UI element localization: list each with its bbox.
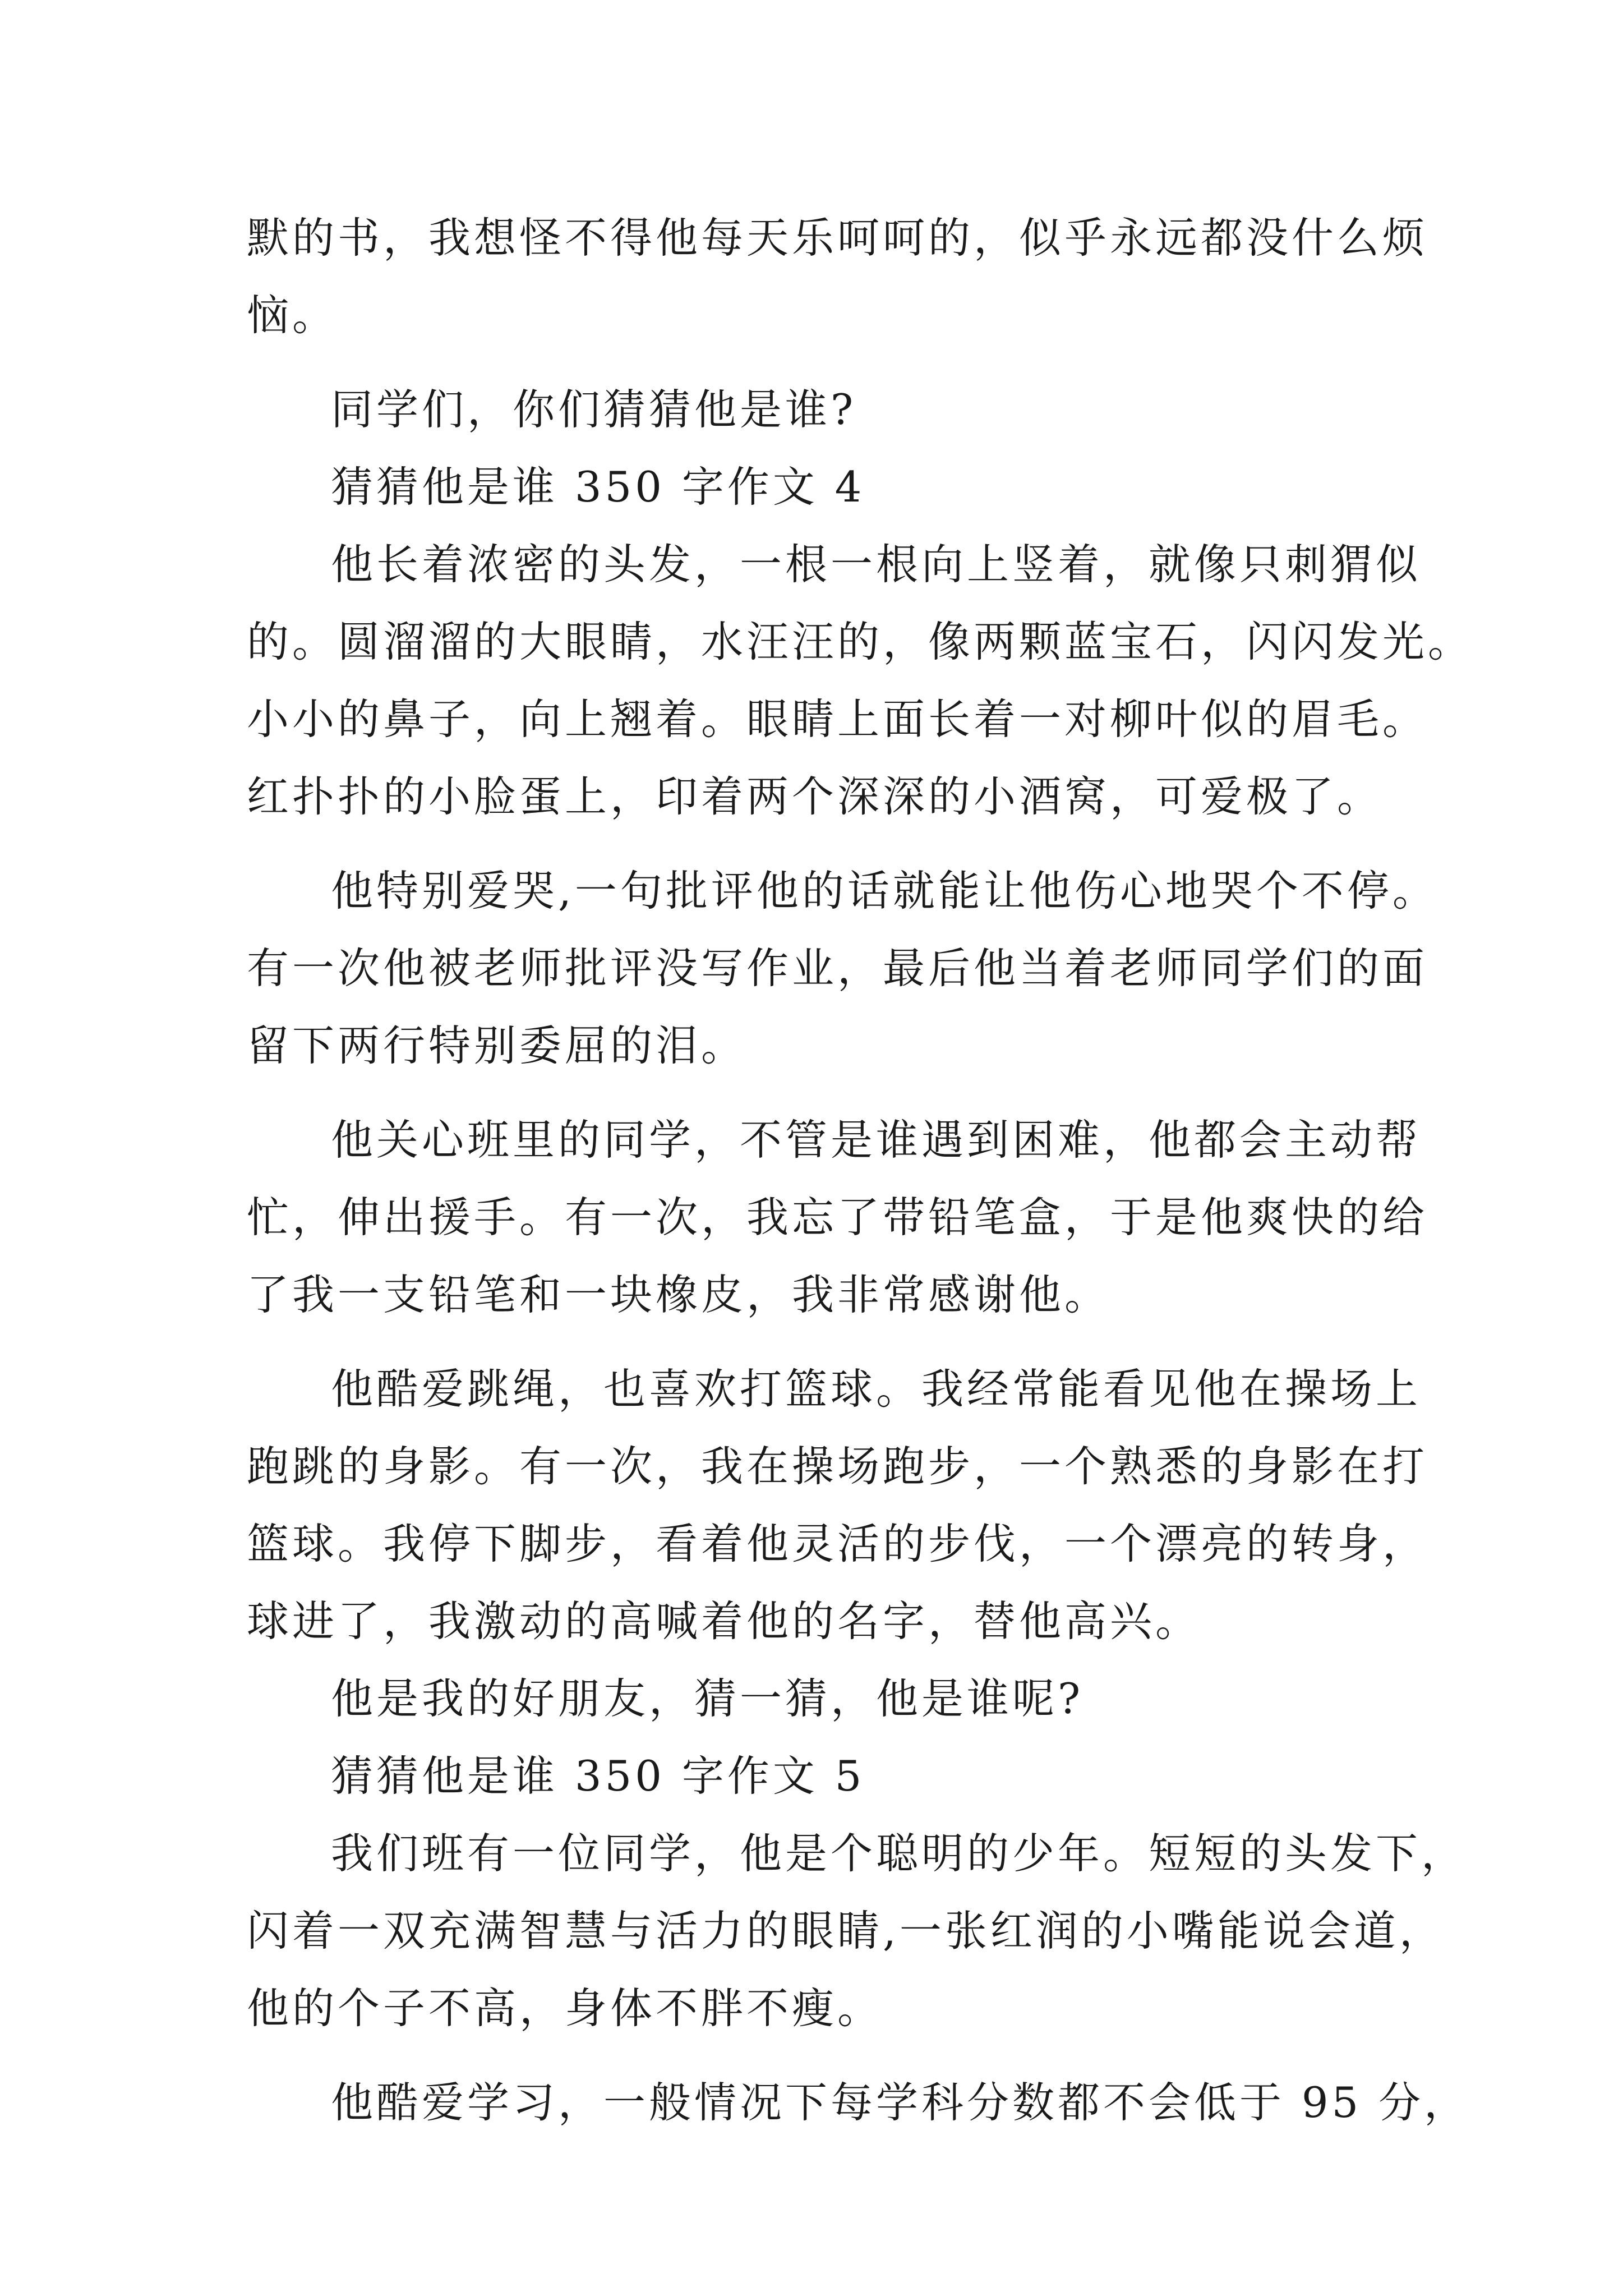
text-line: 我们班有一位同学，他是个聪明的少年。短短的头发下， — [331, 1829, 1467, 1878]
text-line: 的。圆溜溜的大眼睛，水汪汪的，像两颗蓝宝石，闪闪发光。 — [247, 617, 1474, 666]
text-line: 了我一支铅笔和一块橡皮，我非常感谢他。 — [247, 1270, 1110, 1319]
text-line: 篮球。我停下脚步，看着他灵活的步伐，一个漂亮的转身， — [247, 1519, 1428, 1568]
text-line: 有一次他被老师批评没写作业，最后他当着老师同学们的面 — [247, 944, 1428, 993]
text-line: 同学们，你们猜猜他是谁? — [331, 385, 857, 434]
text-line: 小小的鼻子，向上翘着。眼睛上面长着一对柳叶似的眉毛。 — [247, 694, 1428, 744]
text-line: 他酷爱学习，一般情况下每学科分数都不会低于 95 分， — [331, 2078, 1470, 2127]
text-line: 跑跳的身影。有一次，我在操场跑步，一个熟悉的身影在打 — [247, 1442, 1428, 1491]
text-line: 球进了，我激动的高喊着他的名字，替他高兴。 — [247, 1596, 1201, 1646]
document-body — [247, 199, 1474, 2141]
text-line: 他的个子不高，身体不胖不瘦。 — [247, 1984, 883, 2033]
text-line: 留下两行特别委屈的泪。 — [247, 1021, 747, 1070]
section-heading: 猜猜他是谁 350 字作文 4 — [331, 462, 865, 512]
text-line: 他长着浓密的头发，一根一根向上竖着，就像只刺猬似 — [331, 540, 1422, 589]
text-line: 红扑扑的小脸蛋上，印着两个深深的小酒窝，可爱极了。 — [247, 772, 1383, 821]
text-line: 默的书，我想怪不得他每天乐呵呵的，似乎永远都没什么烦 — [247, 213, 1428, 263]
text-line: 他酷爱跳绳，也喜欢打篮球。我经常能看见他在操场上 — [331, 1364, 1422, 1414]
text-line: 他是我的好朋友，猜一猜，他是谁呢? — [331, 1674, 1084, 1723]
text-line: 恼。 — [247, 291, 338, 340]
text-line: 他关心班里的同学，不管是谁遇到困难，他都会主动帮 — [331, 1115, 1422, 1165]
text-line: 闪着一双充满智慧与活力的眼睛,一张红润的小嘴能说会道， — [247, 1906, 1445, 1955]
text-line: 他特别爱哭,一句批评他的话就能让他伤心地哭个不停。 — [331, 866, 1438, 915]
text-line: 忙，伸出援手。有一次，我忘了带铅笔盒，于是他爽快的给 — [247, 1193, 1428, 1242]
section-heading: 猜猜他是谁 350 字作文 5 — [331, 1751, 865, 1801]
